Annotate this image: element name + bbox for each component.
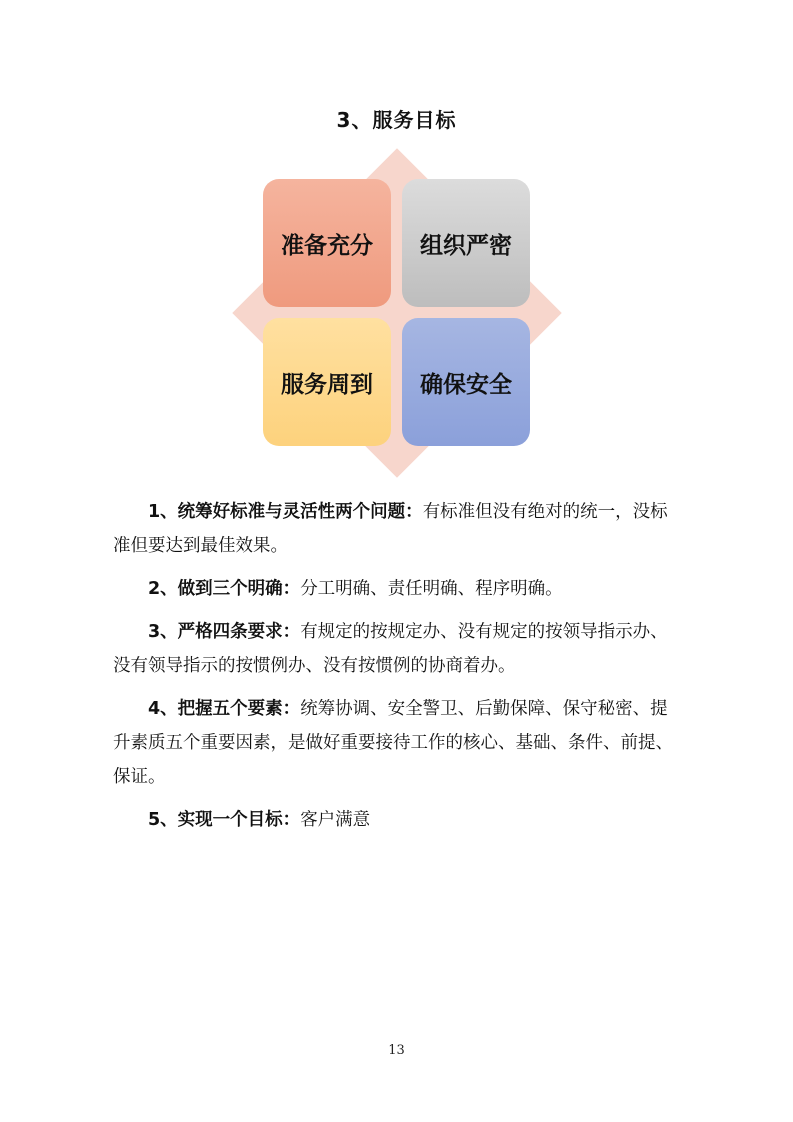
section-title: 3、服务目标 xyxy=(336,108,457,132)
tile-preparation: 准备充分 xyxy=(263,179,391,307)
paragraph-3 xyxy=(113,615,683,683)
paragraph-1 xyxy=(113,495,683,563)
paragraph-2-text: 分工明确、责任明确、程序明确。 xyxy=(300,579,563,599)
paragraph-4-text: 统筹协调、安全警卫、后勤保障、保守秘密、提升素质五个重要因素，是做好重要接待工作的核心、基础、条件、前提、保证。 xyxy=(113,699,673,787)
paragraph-2 xyxy=(113,572,683,606)
tile-service: 服务周到 xyxy=(263,318,391,446)
paragraph-2-heading: 2、做到三个明确： xyxy=(148,579,301,599)
paragraph-3-heading: 3、严格四条要求： xyxy=(148,622,301,642)
service-goals-diagram xyxy=(231,147,563,479)
paragraph-3-text: 有规定的按规定办、没有规定的按领导指示办、没有领导指示的按惯例办、没有按惯例的协商着办。 xyxy=(113,622,668,676)
body-text xyxy=(113,495,683,846)
paragraph-4 xyxy=(113,692,683,794)
paragraph-4-heading: 4、把握五个要素： xyxy=(148,699,301,719)
tile-organization: 组织严密 xyxy=(402,179,530,307)
page-number: 13 xyxy=(388,1043,405,1058)
paragraph-5 xyxy=(113,803,683,837)
paragraph-1-text: 有标准但没有绝对的统一，没标准但要达到最佳效果。 xyxy=(113,502,668,556)
tile-safety: 确保安全 xyxy=(402,318,530,446)
paragraph-5-text: 客户满意 xyxy=(300,810,371,830)
paragraph-5-heading: 5、实现一个目标： xyxy=(148,810,301,830)
paragraph-1-heading: 1、统筹好标准与灵活性两个问题： xyxy=(148,502,423,522)
